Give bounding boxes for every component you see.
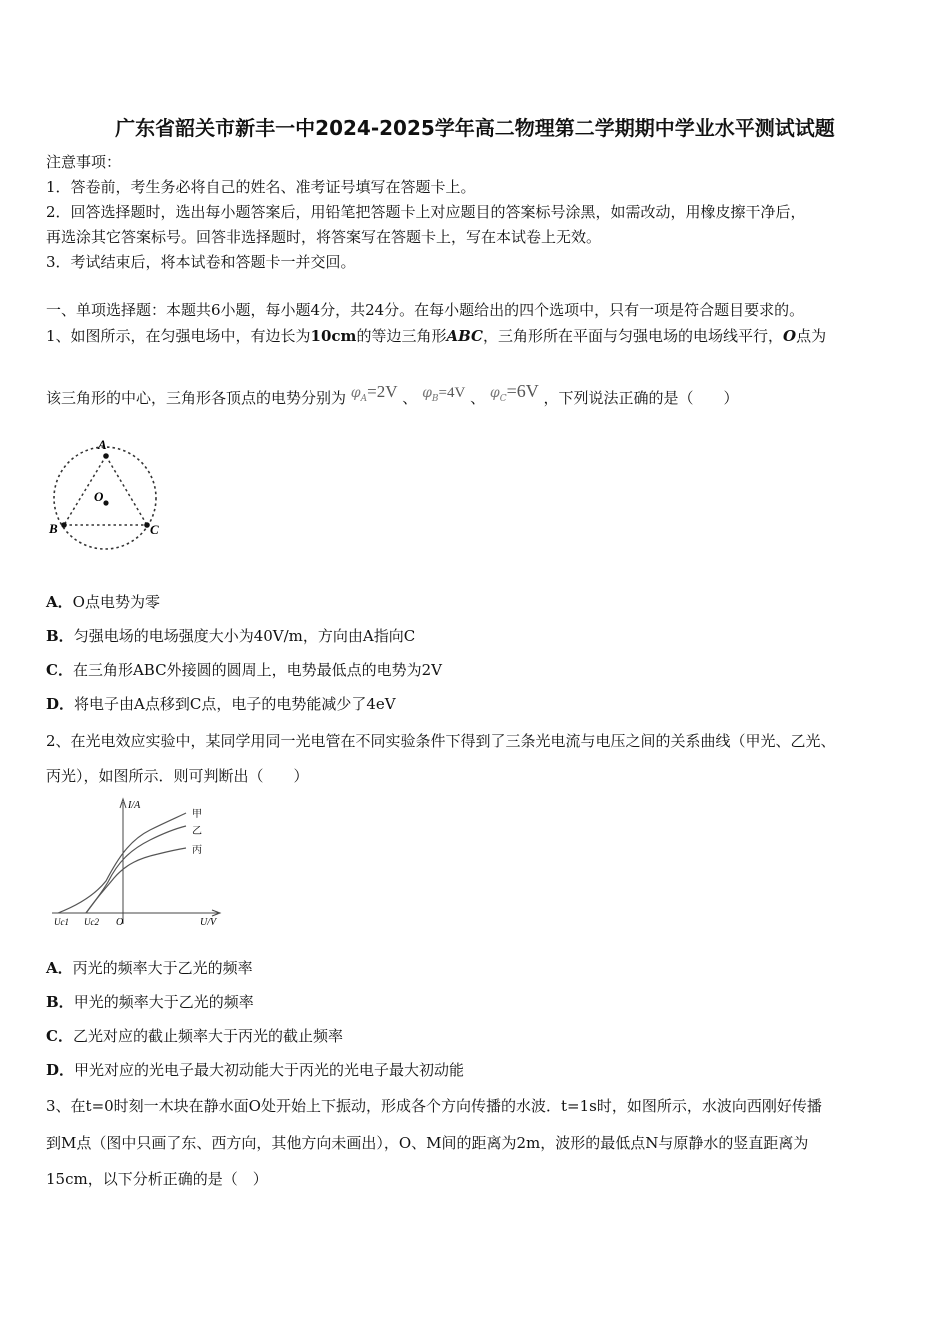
origin-label: O: [116, 917, 124, 928]
q1-stem-line2: 该三角形的中心，三角形各顶点的电势分别为 $\varphi_A=2V$ 、 $\varphi_B=4V$ 、 $\varphi_C=6V$ ，下列说法正确的是（ ）: [46, 381, 739, 407]
notice-item: 再选涂其它答案标号。回答非选择题时，将答案写在答题卡上，写在本试卷上无效。: [46, 228, 602, 246]
phi-c-formula: $\varphi_C=6V$: [489, 381, 539, 404]
curve-yi-label: 乙: [192, 826, 202, 837]
notice-heading: 注意事项：: [46, 153, 122, 171]
q3-stem-line2: 到M点（图中只画了东、西方向，其他方向未画出），O、M间的距离为2m，波形的最低点N与原静水的竖直距离为: [46, 1134, 809, 1152]
curve-jia: [58, 813, 186, 913]
notice-item: 2．回答选择题时，选出每小题答案后，用铅笔把答题卡上对应题目的答案标号涂黑，如需改动，用橡皮擦干净后，: [46, 203, 806, 221]
notice-item: 3．考试结束后，将本试卷和答题卡一并交回。: [46, 253, 356, 271]
uc2-label: Uc2: [84, 917, 99, 927]
q2-stem-line2: 丙光），如图所示．则可判断出（ ）: [46, 767, 309, 785]
vertex-b-label: B: [49, 521, 58, 536]
curve-jia-label: 甲: [192, 809, 202, 820]
q2-option-a: A．丙光的频率大于乙光的频率: [46, 959, 253, 977]
y-axis-label: I/A: [128, 800, 141, 811]
vertex-c-label: C: [150, 522, 159, 537]
q2-option-d: D．甲光对应的光电子最大初动能大于丙光的光电子最大初动能: [46, 1061, 465, 1079]
q2-option-c: C．乙光对应的截止频率大于丙光的截止频率: [46, 1027, 343, 1045]
q3-stem-line3: 15cm，以下分析正确的是（ ）: [46, 1170, 268, 1188]
center-o-dot: [103, 500, 108, 505]
section-heading: 一、单项选择题：本题共6小题，每小题4分，共24分。在每小题给出的四个选项中，只有一项是符合题目要求的。: [46, 301, 805, 319]
q1-option-d: D．将电子由A点移到C点，电子的电势能减少了4eV: [46, 695, 396, 713]
q1-triangle-figure: [46, 432, 166, 552]
vertex-c-dot: [144, 522, 150, 528]
q2-iv-graph: [46, 796, 226, 932]
vertex-b-dot: [61, 522, 67, 528]
curve-bing-label: 丙: [192, 845, 202, 856]
circumcircle: [54, 447, 156, 549]
notice-item: 1．答卷前，考生务必将自己的姓名、准考证号填写在答题卡上。: [46, 178, 476, 196]
vertex-a-dot: [103, 453, 109, 459]
q1-stem-line1: 1、如图所示，在匀强电场中，有边长为10cm的等边三角形ABC，三角形所在平面与匀强电场的电场线平行，O点为: [46, 327, 827, 345]
page-title: 广东省韶关市新丰一中2024-2025学年高二物理第二学期期中学业水平测试试题: [115, 116, 835, 140]
q1-option-a: A．O点电势为零: [46, 593, 160, 611]
q2-option-b: B．甲光的频率大于乙光的频率: [46, 993, 254, 1011]
q1-option-b: B．匀强电场的电场强度大小为40V/m，方向由A指向C: [46, 627, 416, 645]
q3-stem-line1: 3、在t=0时刻一木块在静水面O处开始上下振动，形成各个方向传播的水波．t=1s时，如图所示，水波向西刚好传播: [46, 1097, 822, 1115]
phi-b-formula: $\varphi_B=4V$: [422, 385, 466, 404]
x-axis-label: U/V: [200, 917, 217, 928]
q1-option-c: C．在三角形ABC外接圆的圆周上，电势最低点的电势为2V: [46, 661, 442, 679]
phi-a-formula: $\varphi_A=2V$: [350, 382, 398, 404]
triangle-side-ac: [106, 456, 147, 525]
vertex-a-label: A: [98, 437, 107, 452]
uc1-label: Uc1: [54, 917, 69, 927]
center-o-label: O: [94, 489, 104, 504]
q2-stem-line1: 2、在光电效应实验中，某同学用同一光电管在不同实验条件下得到了三条光电流与电压之间的关系曲线（甲光、乙光、: [46, 732, 836, 750]
curve-bing: [86, 848, 186, 913]
